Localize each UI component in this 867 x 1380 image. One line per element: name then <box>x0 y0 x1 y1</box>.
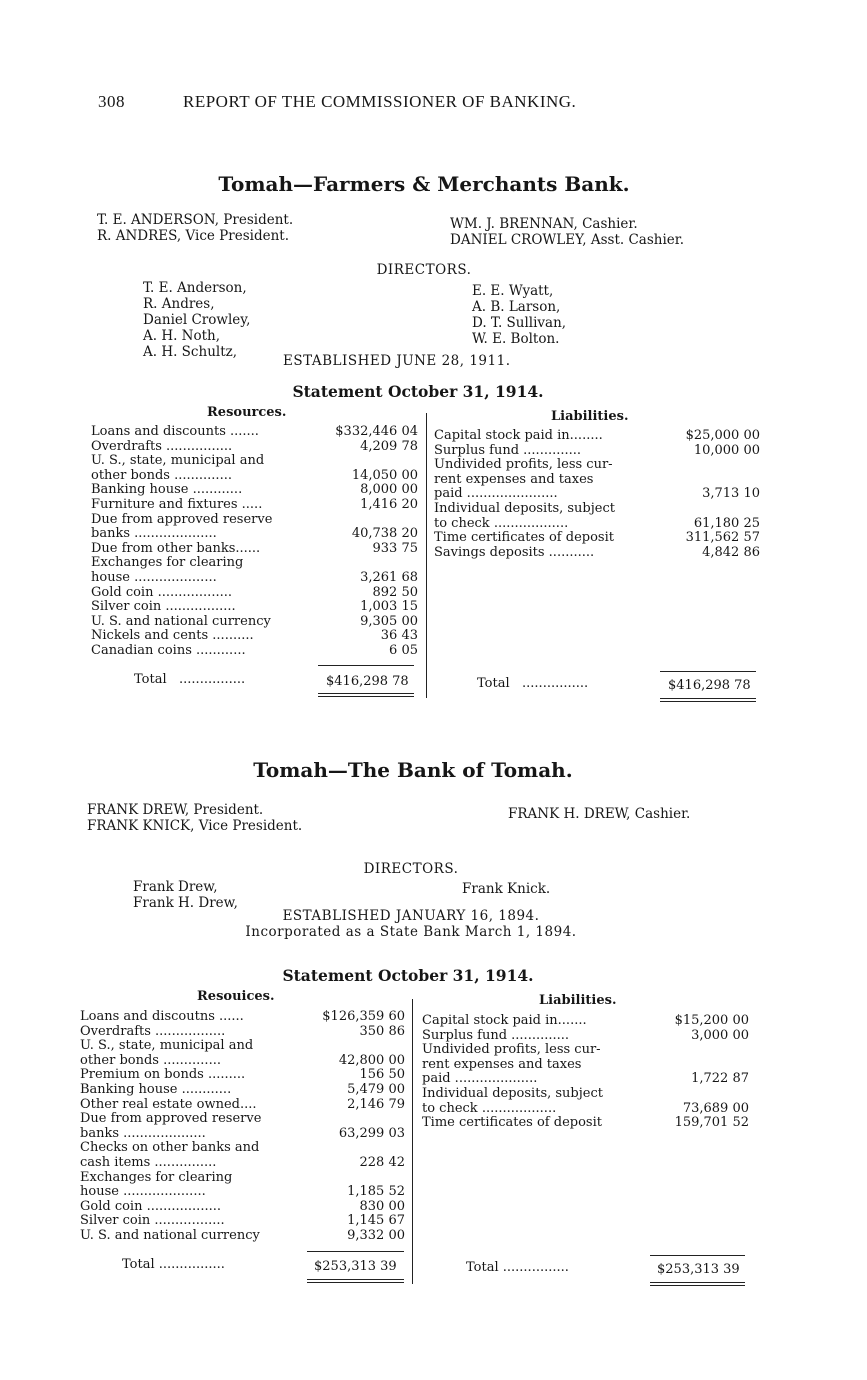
resources-table <box>91 425 418 659</box>
double-rule <box>318 696 414 697</box>
bank-title: Tomah—Farmers & Merchants Bank. <box>218 172 630 196</box>
resource-row: Silver coin ................. 1,145 67 <box>80 1213 405 1229</box>
column-divider <box>412 999 413 1284</box>
resource-row: house .................... 1,185 52 <box>80 1184 405 1200</box>
officers-left <box>97 212 293 244</box>
directors-left-list <box>133 879 238 911</box>
total-rule <box>318 665 414 666</box>
liability-row: Savings deposits ........... 4,842 86 <box>434 544 760 560</box>
bank-title: Tomah—The Bank of Tomah. <box>253 758 573 782</box>
directors-right-list <box>472 283 566 347</box>
resource-row: Checks on other banks and <box>80 1140 260 1156</box>
resource-row: Gold coin .................. 892 50 <box>91 584 418 600</box>
officer-vice-president: R. ANDRES, Vice President. <box>97 228 289 244</box>
resource-row: banks .................... 40,738 20 <box>91 526 418 542</box>
statement-title: Statement October 31, 1914. <box>292 382 544 401</box>
double-rule <box>307 1282 404 1283</box>
director-name: T. E. Anderson, <box>143 280 247 296</box>
liabilities-heading: Liabilities. <box>551 409 629 424</box>
resource-row: cash items ............... 228 42 <box>80 1154 405 1170</box>
directors-right-list <box>462 881 550 897</box>
director-name: Daniel Crowley, <box>143 312 251 328</box>
total-rule <box>660 671 756 672</box>
resource-row: Furniture and fixtures ..... 1,416 20 <box>91 496 418 512</box>
resources-total-label: Total ................ <box>122 1257 225 1272</box>
liabilities-table <box>422 1014 749 1131</box>
liability-row: Undivided profits, less cur- <box>422 1042 601 1058</box>
column-divider <box>426 413 427 698</box>
double-rule <box>650 1285 745 1286</box>
officer-asst-cashier: DANIEL CROWLEY, Asst. Cashier. <box>450 232 685 248</box>
director-name: Frank H. Drew, <box>133 895 238 911</box>
resource-row: other bonds .............. 42,800 00 <box>80 1052 405 1068</box>
resource-row: Due from approved reserve <box>80 1111 262 1127</box>
director-name: D. T. Sullivan, <box>472 315 567 331</box>
liabilities-total-amount: $416,298 78 <box>668 678 751 693</box>
director-name: A. H. Noth, <box>143 328 221 344</box>
liability-row: Individual deposits, subject <box>434 500 615 516</box>
resource-row: Overdrafts ................. 350 86 <box>80 1023 405 1039</box>
resource-row: Banking house ............ 5,479 00 <box>80 1081 405 1097</box>
resource-row: Due from other banks...... 933 75 <box>91 540 418 556</box>
liability-row: Capital stock paid in....... $15,200 00 <box>422 1013 749 1028</box>
liability-row: to check .................. 73,689 00 <box>422 1100 749 1116</box>
established-date: ESTABLISHED JUNE 28, 1911. <box>283 353 511 369</box>
resource-row: Canadian coins ............ 6 05 <box>91 642 418 658</box>
resource-row: banks .................... 63,299 03 <box>80 1125 405 1141</box>
directors-heading: DIRECTORS. <box>363 861 459 877</box>
resource-row: Due from approved reserve <box>91 511 273 527</box>
resource-row: U. S., state, municipal and <box>80 1038 254 1054</box>
liabilities-total-amount: $253,313 39 <box>657 1262 740 1277</box>
resource-row: Premium on bonds ......... 156 50 <box>80 1067 405 1083</box>
liability-row: Time certificates of deposit 311,562 57 <box>434 530 760 546</box>
resources-total-label: Total ................ <box>134 672 246 687</box>
liability-row: rent expenses and taxes <box>422 1056 582 1072</box>
officer-president: T. E. ANDERSON, President. <box>97 212 294 228</box>
liabilities-table <box>434 429 760 560</box>
resource-row: Gold coin .................. 830 00 <box>80 1198 405 1214</box>
resource-row: house .................... 3,261 68 <box>91 569 418 585</box>
liability-row: to check .................. 61,180 25 <box>434 515 760 531</box>
double-rule <box>307 1279 404 1280</box>
officer-vice-president: FRANK KNICK, Vice President. <box>87 818 303 834</box>
resource-row: U. S. and national currency 9,332 00 <box>80 1227 405 1243</box>
resource-row: Other real estate owned.... 2,146 79 <box>80 1096 405 1112</box>
officers-right <box>450 216 684 248</box>
officer-cashier: WM. J. BRENNAN, Cashier. <box>450 216 638 232</box>
director-name: E. E. Wyatt, <box>472 283 554 299</box>
resource-row: Exchanges for clearing <box>80 1169 233 1185</box>
resource-row: U. S., state, municipal and <box>91 453 265 469</box>
statement-title: Statement October 31, 1914. <box>282 966 534 985</box>
resource-row: Overdrafts ................ 4,209 78 <box>91 438 418 454</box>
resources-heading: Resouices. <box>197 989 275 1004</box>
officers-left <box>87 802 302 834</box>
resources-heading: Resources. <box>207 405 287 420</box>
total-rule <box>307 1251 404 1252</box>
resource-row: Exchanges for clearing <box>91 555 244 571</box>
resource-row: Loans and discounts ....... $332,446 04 <box>91 424 418 439</box>
total-rule <box>650 1255 745 1256</box>
liability-row: Capital stock paid in........ $25,000 00 <box>434 428 760 443</box>
resources-total-amount: $253,313 39 <box>314 1259 397 1274</box>
incorporated-date: Incorporated as a State Bank March 1, 1894. <box>245 924 577 940</box>
liability-row: Undivided profits, less cur- <box>434 457 613 473</box>
directors-heading: DIRECTORS. <box>376 262 472 278</box>
double-rule <box>318 693 414 694</box>
liabilities-total-label: Total ................ <box>477 676 589 691</box>
liabilities-heading: Liabilities. <box>539 993 617 1008</box>
page-number: 308 <box>98 92 125 111</box>
officers-right <box>508 806 690 822</box>
resources-total-amount: $416,298 78 <box>326 674 409 689</box>
liability-row: rent expenses and taxes <box>434 471 594 487</box>
director-name: A. B. Larson, <box>472 299 561 315</box>
liabilities-total-label: Total ................ <box>466 1260 569 1275</box>
liability-row: Surplus fund .............. 10,000 00 <box>434 442 760 458</box>
double-rule <box>660 701 756 702</box>
officer-cashier: FRANK H. DREW, Cashier. <box>508 806 691 822</box>
double-rule <box>650 1282 745 1283</box>
director-name: Frank Drew, <box>133 879 218 895</box>
director-name: Frank Knick. <box>462 881 551 897</box>
resource-row: other bonds .............. 14,050 00 <box>91 467 418 483</box>
resource-row: Nickels and cents .......... 36 43 <box>91 628 418 644</box>
liability-row: Time certificates of deposit 159,701 52 <box>422 1115 749 1131</box>
director-name: A. H. Schultz, <box>143 344 238 360</box>
director-name: R. Andres, <box>143 296 215 312</box>
resource-row: Silver coin ................. 1,003 15 <box>91 599 418 615</box>
officer-president: FRANK DREW, President. <box>87 802 264 818</box>
established-date: ESTABLISHED JANUARY 16, 1894. <box>282 908 540 924</box>
resource-row: U. S. and national currency 9,305 00 <box>91 613 418 629</box>
liability-row: paid ...................... 3,713 10 <box>434 486 760 502</box>
director-name: W. E. Bolton. <box>472 331 560 347</box>
double-rule <box>660 698 756 699</box>
resources-table <box>80 1010 405 1244</box>
resource-row: Banking house ............ 8,000 00 <box>91 482 418 498</box>
liability-row: paid .................... 1,722 87 <box>422 1071 749 1087</box>
resource-row: Loans and discoutns ...... $126,359 60 <box>80 1009 405 1024</box>
liability-row: Individual deposits, subject <box>422 1085 603 1101</box>
directors-left-list <box>143 280 250 360</box>
liability-row: Surplus fund .............. 3,000 00 <box>422 1027 749 1043</box>
running-title: REPORT OF THE COMMISSIONER OF BANKING. <box>183 92 577 111</box>
